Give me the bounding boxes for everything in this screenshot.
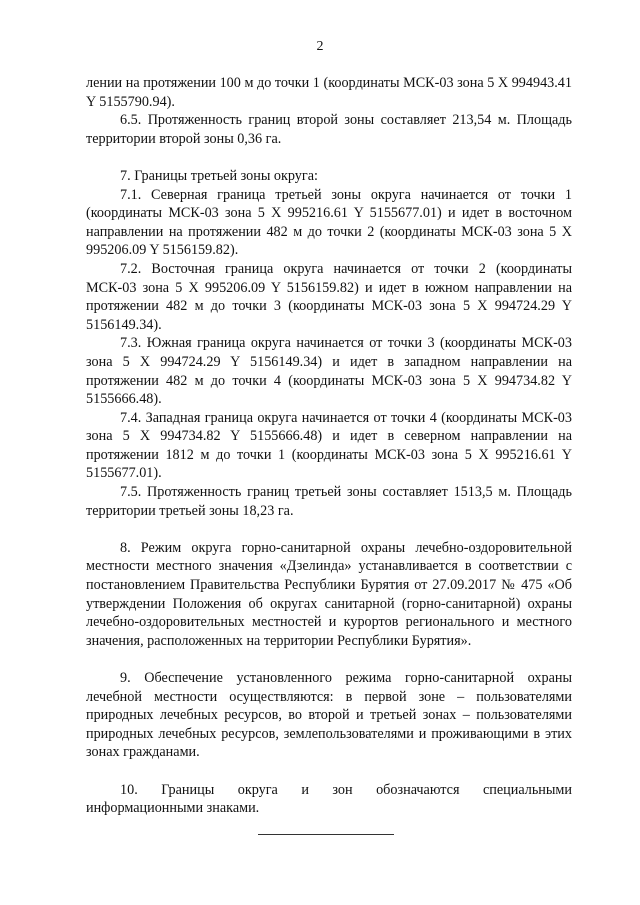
paragraph-7-3: 7.3. Южная граница округа начинается от точки 3 (координаты МСК-03 зона 5 X 994724.29 Y 5156149.34) и идет в западном направлении на протяжении 482 м до точки 4 (координаты МСК-03 зона 5 X 994734.82 Y 5155666.48). [86,335,572,408]
paragraph-gap [86,520,572,539]
document-body [86,74,572,818]
paragraph-7-2: 7.2. Восточная граница округа начинается от точки 2 (координаты МСК-03 зона 5 X 995206.09 Y 5156159.82) и идет в южном направлении на протяжении 482 м до точки 3 (координаты МСК-03 зона 5 X 994724.29 Y 5156149.34). [86,260,572,333]
page-number: 2 [316,39,324,54]
end-of-text-rule [258,834,394,835]
paragraph-gap [86,650,572,669]
paragraph-7-5: 7.5. Протяженность границ третьей зоны составляет 1513,5 м. Площадь территории третьей зоны 18,23 га. [86,484,572,519]
paragraph-7-heading: 7. Границы третьей зоны округа: [120,167,318,184]
paragraph-8: 8. Режим округа горно-санитарной охраны лечебно-оздоровительной местности местного значения «Дзелинда» устанавливается в соответствии с постановлением Правительства Республики Бурятия от 27.09.2017 № 475 «Об утверждении Положения об округах санитарной (горно-санитарной) охраны лечебно-оздоровительных местностей и курортов регионального и местного значения, расположенных на территории Республики Бурятия». [86,539,572,649]
paragraph-7-1: 7.1. Северная граница третьей зоны округа начинается от точки 1 (координаты МСК-03 зона 5 X 995216.61 Y 5155677.01) и идет в восточном направлении на протяжении 482 м до точки 2 (координаты МСК-03 зона 5 X 995206.09 Y 5156159.82). [86,186,572,259]
paragraph-10: 10. Границы округа и зон обозначаются специальными информационными знаками. [86,781,572,817]
paragraph-gap [86,148,572,167]
paragraph-6-4-continuation: лении на протяжении 100 м до точки 1 (координаты МСК-03 зона 5 X 994943.41 Y 5155790.94). [86,75,572,110]
paragraph-gap [86,762,572,781]
paragraph-9: 9. Обеспечение установленного режима горно-санитарной охраны лечебной местности осуществляются: в первой зоне – пользователями природных лечебных ресурсов, во второй и третьей зонах – пользователями природных лечебных ресурсов, землепользователями и проживающими в этих зонах гражданами. [86,670,572,761]
paragraph-6-5: 6.5. Протяженность границ второй зоны составляет 213,54 м. Площадь территории второй зоны 0,36 га. [86,112,572,147]
paragraph-7-4: 7.4. Западная граница округа начинается от точки 4 (координаты МСК-03 зона 5 X 994734.82 Y 5155666.48) и идет в северном направлении на протяжении 1812 м до точки 1 (координаты МСК-03 зона 5 X 995216.61 Y 5155677.01). [86,409,572,482]
